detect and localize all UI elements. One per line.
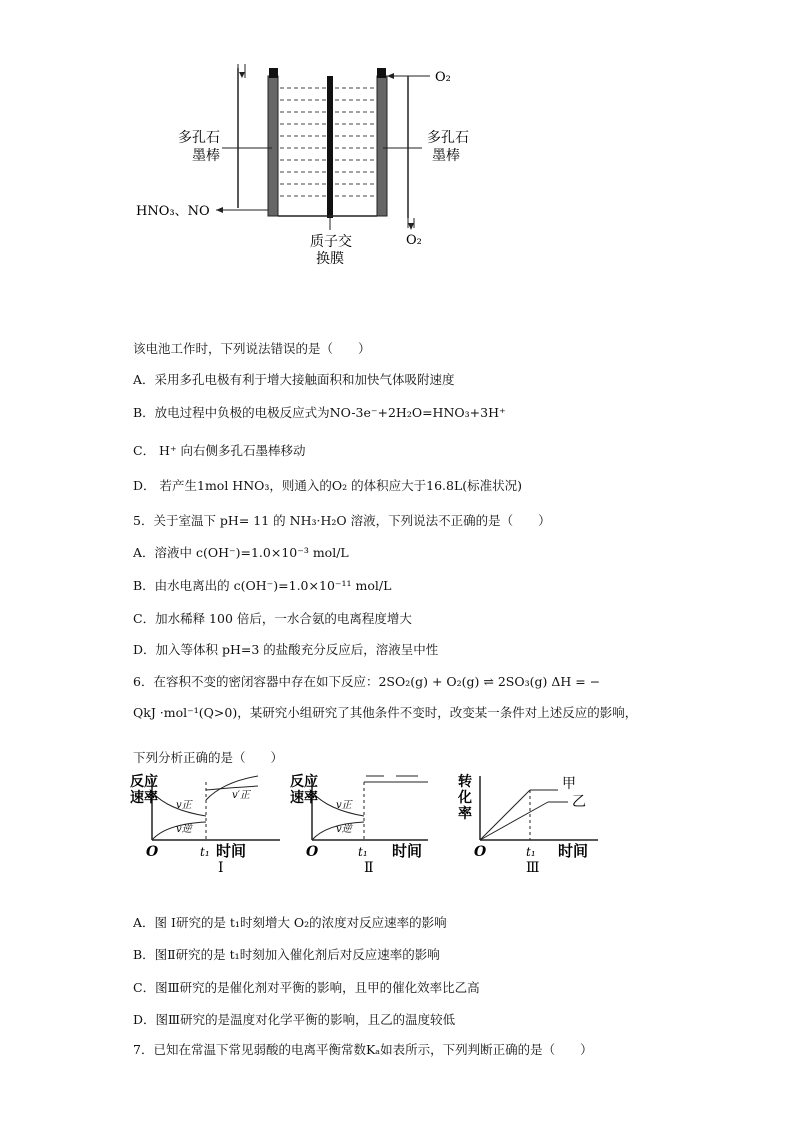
q5-option-a: A．溶液中 c(OH⁻)=1.0×10⁻³ mol/L bbox=[133, 545, 349, 560]
q5-stem: 5．关于室温下 pH= 11 的 NH₃·H₂O 溶液，下列说法不正确的是（ ） bbox=[133, 513, 551, 528]
q4-option-c: C． H⁺ 向右侧多孔石墨棒移动 bbox=[133, 443, 306, 458]
rate-graphs bbox=[128, 772, 618, 878]
fuel-cell-diagram bbox=[130, 58, 490, 273]
q6-stem-line3: 下列分析正确的是（ ） bbox=[133, 750, 284, 765]
g3-origin: O bbox=[474, 844, 487, 860]
q5-option-c: C．加水稀释 100 倍后，一水合氨的电离程度增大 bbox=[133, 611, 412, 626]
g2-t1: t₁ bbox=[358, 845, 368, 859]
q4-option-b: B．放电过程中负极的电极反应式为NO-3e⁻+2H₂O=HNO₃+3H⁺ bbox=[133, 405, 506, 420]
q4-option-a: A．采用多孔电极有利于增大接触面积和加快气体吸附速度 bbox=[133, 372, 455, 387]
g2-ylabel-1: 反应 bbox=[290, 774, 318, 790]
g1-v-forward-prime: v′正 bbox=[232, 790, 250, 801]
g1-xlabel: 时间 bbox=[216, 842, 247, 860]
q6-option-c: C．图Ⅲ研究的是催化剂对平衡的影响，且甲的催化效率比乙高 bbox=[133, 980, 480, 995]
g1-origin: O bbox=[146, 844, 159, 860]
right-electrode-label-1: 多孔石 bbox=[427, 130, 469, 146]
g3-t1: t₁ bbox=[526, 845, 536, 859]
membrane-label-1: 质子交 bbox=[310, 234, 352, 250]
q6-stem-line1: 6．在容积不变的密闭容器中存在如下反应：2SO₂(g) + O₂(g) ⇌ 2SO₃(g) ΔH = − bbox=[133, 674, 601, 689]
g2-caption: Ⅱ bbox=[364, 860, 374, 876]
g3-caption: Ⅲ bbox=[526, 860, 540, 876]
g1-v-forward: v正 bbox=[176, 800, 192, 811]
g1-ylabel-1: 反应 bbox=[130, 774, 158, 790]
o2-inlet-label: O₂ bbox=[435, 70, 451, 85]
g1-t1: t₁ bbox=[200, 845, 210, 859]
o2-outlet-label: O₂ bbox=[406, 233, 422, 248]
g3-series-jia: 甲 bbox=[562, 776, 576, 792]
g2-xlabel: 时间 bbox=[392, 842, 423, 860]
q4-option-d: D． 若产生1mol HNO₃，则通入的O₂ 的体积应大于16.8L(标准状况) bbox=[133, 478, 523, 493]
q4-stem: 该电池工作时，下列说法错误的是（ ） bbox=[133, 341, 371, 356]
g3-series-yi: 乙 bbox=[572, 794, 586, 810]
membrane-label-2: 换膜 bbox=[316, 251, 344, 267]
g1-ylabel-2: 速率 bbox=[130, 790, 158, 806]
q6-option-b: B．图Ⅱ研究的是 t₁时刻加入催化剂后对反应速率的影响 bbox=[133, 947, 440, 962]
left-electrode-label-2: 墨棒 bbox=[192, 148, 220, 164]
g3-ylabel-3: 率 bbox=[458, 806, 472, 822]
q6-option-d: D．图Ⅲ研究的是温度对化学平衡的影响，且乙的温度较低 bbox=[133, 1012, 456, 1027]
graph-2 bbox=[290, 773, 428, 876]
g2-v-reverse: v逆 bbox=[336, 824, 352, 835]
g3-ylabel-2: 化 bbox=[458, 790, 472, 806]
graph-1 bbox=[130, 773, 280, 876]
q6-option-a: A．图 Ⅰ研究的是 t₁时刻增大 O₂的浓度对反应速率的影响 bbox=[133, 915, 447, 930]
q7-stem: 7．已知在常温下常见弱酸的电离平衡常数Kₐ如表所示，下列判断正确的是（ ） bbox=[133, 1042, 593, 1057]
q6-stem-line2: QkJ ·mol⁻¹(Q>0)，某研究小组研究了其他条件不变时，改变某一条件对上述反应的影响， bbox=[133, 705, 638, 720]
products-label: HNO₃、NO bbox=[136, 204, 210, 219]
g3-xlabel: 时间 bbox=[558, 842, 589, 860]
q5-option-d: D．加入等体积 pH=3 的盐酸充分反应后，溶液呈中性 bbox=[133, 642, 439, 657]
g3-ylabel-1: 转 bbox=[458, 774, 472, 790]
g2-v-forward: v正 bbox=[336, 800, 352, 811]
graph-3 bbox=[457, 773, 598, 876]
g1-v-reverse: v逆 bbox=[176, 824, 192, 835]
g2-ylabel-2: 速率 bbox=[290, 790, 318, 806]
right-electrode-label-2: 墨棒 bbox=[432, 148, 460, 164]
left-electrode-label-1: 多孔石 bbox=[178, 130, 220, 146]
g2-origin: O bbox=[306, 844, 319, 860]
q5-option-b: B．由水电离出的 c(OH⁻)=1.0×10⁻¹¹ mol/L bbox=[133, 578, 392, 593]
g1-caption: Ⅰ bbox=[218, 860, 224, 876]
